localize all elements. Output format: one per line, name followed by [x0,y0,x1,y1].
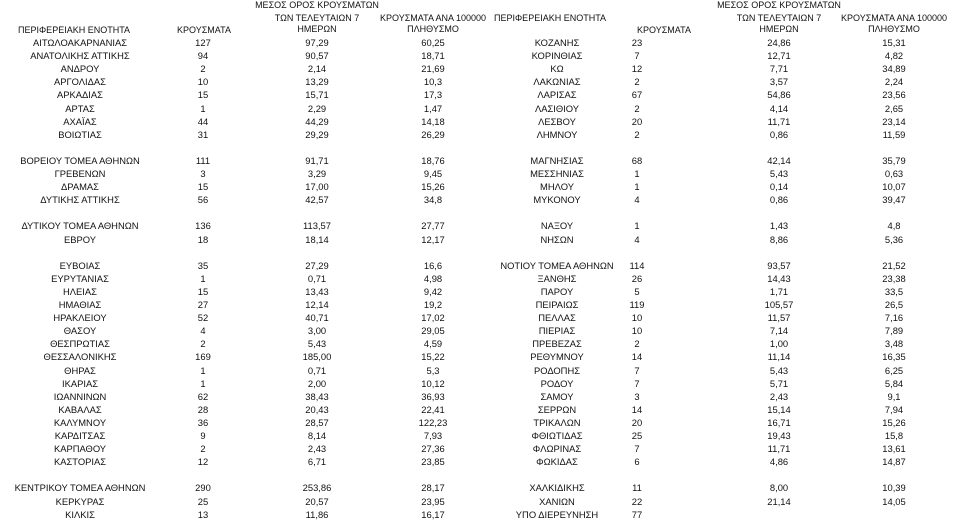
right-per-100k-value: 15,26 [882,417,906,428]
left-region-name: ΚΑΡΠΑΘΟΥ [53,443,107,454]
left-per-100k-value: 23,95 [421,496,445,507]
header-avg-line2: ΤΩΝ ΤΕΛΕΥΤΑΙΩΝ 7 [736,13,822,23]
right-avg-value: 14,43 [767,273,791,284]
left-region-name: ΑΝΔΡΟΥ [60,63,100,74]
right-region-name: ΠΑΡΟΥ [540,286,574,297]
right-region-name: ΡΟΔΟΠΗΣ [533,365,581,376]
right-per-100k-value: 15,31 [882,37,906,48]
left-avg-value: 2,43 [307,443,327,454]
right-avg-value: 19,43 [767,430,791,441]
left-per-100k-value: 26,29 [421,129,445,140]
left-avg-value: 90,57 [305,50,329,61]
left-region-name: ΕΥΡΥΤΑΝΙΑΣ [51,273,109,284]
left-per-100k-value: 19,2 [423,299,443,310]
left-avg-value: 42,57 [305,194,329,205]
right-avg-value: 15,14 [767,404,791,415]
right-region-name: ΚΩ [550,63,564,74]
left-cases-value: 1 [200,365,206,376]
left-region-name: ΘΗΡΑΣ [64,365,96,376]
right-avg-value: 5,43 [769,365,789,376]
right-per-100k-value: 26,5 [884,299,904,310]
right-region-name: ΚΟΡΙΝΘΙΑΣ [531,50,583,61]
right-avg-value: 7,14 [769,325,789,336]
right-cases-value: 119 [629,299,645,310]
right-cases-value: 114 [629,260,645,271]
left-per-100k-value: 122,23 [418,417,448,428]
right-per-100k-value: 5,84 [884,378,904,389]
right-avg-value: 105,57 [764,299,794,310]
header-avg-line3: ΗΜΕΡΩΝ [297,24,337,34]
right-per-100k-value: 3,48 [884,338,904,349]
right-avg-value: 0,86 [769,194,789,205]
right-per-100k-value: 4,8 [887,220,901,231]
left-avg-value: 97,29 [305,37,329,48]
left-region-name: ΙΚΑΡΙΑΣ [61,378,99,389]
right-avg-value: 7,71 [769,63,789,74]
left-region-name: ΚΑΛΥΜΝΟΥ [53,417,107,428]
right-cases-value: 10 [631,325,643,336]
right-per-100k-value: 33,5 [884,286,904,297]
left-avg-value: 27,29 [305,260,329,271]
right-cases-value: 10 [631,312,643,323]
left-cases-value: 1 [200,103,206,114]
right-region-name: ΦΘΙΩΤΙΔΑΣ [531,430,583,441]
left-per-100k-value: 22,41 [421,404,445,415]
right-cases-value: 2 [634,338,640,349]
right-region-name: ΠΡΕΒΕΖΑΣ [532,338,582,349]
right-per-100k-value: 14,05 [882,496,906,507]
right-avg-value: 54,86 [767,89,791,100]
left-per-100k-value: 23,85 [421,456,445,467]
right-avg-value: 11,71 [767,443,791,454]
left-region-name: ΗΜΑΘΙΑΣ [58,299,102,310]
right-cases-value: 26 [631,273,643,284]
left-cases-value: 10 [197,76,209,87]
right-region-name: ΜΑΓΝΗΣΙΑΣ [530,155,584,166]
right-per-100k-value: 2,24 [884,76,904,87]
left-per-100k-value: 15,26 [421,181,445,192]
left-cases-value: 1 [200,378,206,389]
right-per-100k-value: 4,82 [884,50,904,61]
right-cases-value: 1 [634,168,640,179]
left-avg-value: 38,43 [305,391,329,402]
left-region-name: ΒΟΡΕΙΟΥ ΤΟΜΕΑ ΑΘΗΝΩΝ [20,155,140,166]
right-per-100k-value: 10,39 [882,482,906,493]
right-avg-value: 1,00 [769,338,789,349]
left-cases-value: 56 [197,194,209,205]
left-per-100k-value: 4,59 [423,338,443,349]
left-per-100k-value: 10,12 [421,378,445,389]
right-region-name: ΞΑΝΘΗΣ [537,273,577,284]
left-cases-value: 169 [195,351,211,362]
right-cases-value: 4 [634,234,640,245]
right-avg-value: 42,14 [767,155,791,166]
right-region-name: ΚΟΖΑΝΗΣ [534,37,580,48]
right-cases-value: 6 [634,456,640,467]
left-cases-value: 28 [197,404,209,415]
left-per-100k-value: 12,17 [421,234,445,245]
right-per-100k-value: 11,59 [882,129,906,140]
left-per-100k-value: 15,22 [421,351,445,362]
left-region-name: ΚΙΛΚΙΣ [65,509,95,520]
left-per-100k-value: 36,93 [421,391,445,402]
right-cases-value: 4 [634,194,640,205]
right-region-name: ΠΕΙΡΑΙΩΣ [535,299,579,310]
left-region-name: ΗΡΑΚΛΕΙΟΥ [53,312,107,323]
right-cases-value: 1 [634,181,640,192]
left-region-name: ΔΥΤΙΚΟΥ ΤΟΜΕΑ ΑΘΗΝΩΝ [21,220,139,231]
right-avg-value: 3,57 [769,76,789,87]
left-per-100k-value: 16,6 [423,260,443,271]
right-avg-value: 8,00 [769,482,789,493]
left-per-100k-value: 27,36 [421,443,445,454]
right-cases-value: 68 [631,155,643,166]
header-cases-right: ΚΡΟΥΣΜΑΤΑ [637,25,691,35]
right-per-100k-value: 9,1 [887,391,901,402]
left-cases-value: 1 [200,273,206,284]
right-region-name: ΧΑΛΚΙΔΙΚΗΣ [529,482,585,493]
right-region-name: ΥΠΟ ΔΙΕΡΕΥΝΗΣΗ [515,509,599,520]
left-avg-value: 20,57 [305,496,329,507]
left-per-100k-value: 21,69 [421,63,445,74]
right-per-100k-value: 23,14 [882,116,906,127]
right-per-100k-value: 14,87 [882,456,906,467]
right-region-name: ΤΡΙΚΑΛΩΝ [533,417,581,428]
left-cases-value: 12 [197,456,209,467]
right-region-name: ΝΑΞΟΥ [540,220,574,231]
left-cases-value: 15 [197,181,209,192]
right-region-name: ΣΕΡΡΩΝ [537,404,577,415]
header-per-line2: ΠΛΗΘΥΣΜΟ [407,24,459,34]
left-cases-value: 127 [195,37,211,48]
left-cases-value: 15 [197,89,209,100]
right-region-name: ΛΗΜΝΟΥ [536,129,578,140]
right-avg-value: 4,14 [769,103,789,114]
left-per-100k-value: 17,3 [423,89,443,100]
left-avg-value: 3,00 [307,325,327,336]
left-per-100k-value: 18,76 [421,155,445,166]
header-region-left: ΠΕΡΙΦΕΡΕΙΑΚΗ ΕΝΟΤΗΤΑ [18,25,131,35]
left-avg-value: 253,86 [302,482,332,493]
left-region-name: ΚΕΡΚΥΡΑΣ [55,496,105,507]
left-avg-value: 13,43 [305,286,329,297]
left-avg-value: 15,71 [305,89,329,100]
left-avg-value: 8,14 [307,430,327,441]
right-per-100k-value: 23,38 [882,273,906,284]
left-region-name: ΕΥΒΟΙΑΣ [59,260,101,271]
header-avg-line3: ΗΜΕΡΩΝ [759,24,799,34]
right-avg-value: 2,43 [769,391,789,402]
right-per-100k-value: 6,25 [884,365,904,376]
right-avg-value: 11,57 [767,312,791,323]
right-cases-value: 2 [634,76,640,87]
left-avg-value: 13,29 [305,76,329,87]
right-region-name: ΧΑΝΙΩΝ [539,496,575,507]
left-region-name: ΗΛΕΙΑΣ [63,286,97,297]
right-cases-value: 20 [631,116,643,127]
left-region-name: ΚΕΝΤΡΙΚΟΥ ΤΟΜΕΑ ΑΘΗΝΩΝ [14,482,146,493]
right-cases-value: 14 [631,351,643,362]
right-per-100k-value: 10,07 [882,181,906,192]
left-per-100k-value: 9,45 [423,168,443,179]
right-cases-value: 5 [634,286,640,297]
right-avg-value: 11,14 [767,351,791,362]
left-per-100k-value: 10,3 [423,76,443,87]
left-avg-value: 2,14 [307,63,327,74]
left-per-100k-value: 28,17 [421,482,445,493]
left-cases-value: 2 [200,338,206,349]
left-avg-value: 0,71 [307,365,327,376]
right-per-100k-value: 7,89 [884,325,904,336]
left-region-name: ΔΡΑΜΑΣ [61,181,99,192]
right-avg-value: 24,86 [767,37,791,48]
left-region-name: ΔΥΤΙΚΗΣ ΑΤΤΙΚΗΣ [40,194,120,205]
right-avg-value: 16,71 [767,417,791,428]
right-region-name: ΛΑΣΙΘΙΟΥ [534,103,580,114]
left-cases-value: 25 [197,496,209,507]
left-cases-value: 111 [195,155,211,166]
right-cases-value: 20 [631,417,643,428]
right-region-name: ΡΕΘΥΜΝΟΥ [530,351,584,362]
header-region-right: ΠΕΡΙΦΕΡΕΙΑΚΗ ΕΝΟΤΗΤΑ [494,13,607,23]
right-avg-value: 5,43 [769,168,789,179]
right-region-name: ΛΑΚΩΝΙΑΣ [533,76,581,87]
right-per-100k-value: 13,61 [882,443,906,454]
right-per-100k-value: 34,89 [882,63,906,74]
left-cases-value: 15 [197,286,209,297]
left-region-name: ΚΑΡΔΙΤΣΑΣ [54,430,106,441]
left-avg-value: 11,86 [305,509,329,520]
right-cases-value: 12 [631,63,643,74]
left-per-100k-value: 9,42 [423,286,443,297]
right-region-name: ΛΕΣΒΟΥ [538,116,576,127]
right-cases-value: 22 [631,496,643,507]
left-region-name: ΒΟΙΩΤΙΑΣ [58,129,102,140]
right-cases-value: 67 [631,89,643,100]
right-region-name: ΝΗΣΩΝ [540,234,574,245]
header-per-line1: ΚΡΟΥΣΜΑΤΑ ΑΝΑ 100000 [841,13,947,23]
right-per-100k-value: 7,94 [884,404,904,415]
left-per-100k-value: 29,05 [421,325,445,336]
right-cases-value: 7 [634,50,640,61]
right-avg-value: 93,57 [767,260,791,271]
right-cases-value: 3 [634,391,640,402]
right-region-name: ΜΗΛΟΥ [540,181,574,192]
right-avg-value: 11,71 [767,116,791,127]
header-per-line2: ΠΛΗΘΥΣΜΟ [868,24,920,34]
right-avg-value: 1,43 [769,220,789,231]
left-region-name: ΚΑΒΑΛΑΣ [58,404,102,415]
left-cases-value: 290 [195,482,211,493]
left-avg-value: 113,57 [303,220,331,231]
right-region-name: ΜΥΚΟΝΟΥ [533,194,581,205]
left-avg-value: 28,57 [305,417,329,428]
right-avg-value: 21,14 [767,496,791,507]
left-region-name: ΑΡΚΑΔΙΑΣ [57,89,103,100]
left-avg-value: 2,29 [307,103,327,114]
left-cases-value: 36 [197,417,209,428]
right-cases-value: 11 [632,482,642,493]
right-region-name: ΦΛΩΡΙΝΑΣ [532,443,582,454]
left-avg-value: 2,00 [307,378,327,389]
left-per-100k-value: 60,25 [421,37,445,48]
right-per-100k-value: 16,35 [882,351,906,362]
right-per-100k-value: 7,16 [884,312,904,323]
right-cases-value: 7 [634,443,640,454]
left-cases-value: 3 [200,168,206,179]
left-region-name: ΑΡΓΟΛΙΔΑΣ [54,76,106,87]
right-avg-value: 5,71 [769,378,789,389]
left-avg-value: 40,71 [305,312,329,323]
left-avg-value: 12,14 [305,299,329,310]
left-region-name: ΙΩΑΝΝΙΝΩΝ [53,391,107,402]
left-cases-value: 52 [197,312,209,323]
right-region-name: ΦΩΚΙΔΑΣ [536,456,578,467]
left-cases-value: 2 [200,63,206,74]
left-cases-value: 62 [197,391,209,402]
right-avg-value: 0,86 [769,129,789,140]
right-avg-value: 8,86 [769,234,789,245]
header-cases-left: ΚΡΟΥΣΜΑΤΑ [177,25,231,35]
right-cases-value: 1 [634,220,640,231]
left-cases-value: 13 [197,509,209,520]
left-region-name: ΘΕΣΣΑΛΟΝΙΚΗΣ [43,351,117,362]
left-per-100k-value: 17,02 [421,312,445,323]
right-region-name: ΠΙΕΡΙΑΣ [538,325,576,336]
left-avg-value: 18,14 [305,234,329,245]
left-avg-value: 0,71 [307,273,327,284]
right-per-100k-value: 5,36 [884,234,904,245]
left-cases-value: 35 [197,260,209,271]
left-cases-value: 9 [200,430,206,441]
right-avg-value: 12,71 [767,50,791,61]
right-region-name: ΠΕΛΛΑΣ [538,312,576,323]
header-per-line1: ΚΡΟΥΣΜΑΤΑ ΑΝΑ 100000 [380,13,486,23]
right-per-100k-value: 15,8 [884,430,904,441]
right-cases-value: 2 [634,103,640,114]
right-cases-value: 14 [631,404,643,415]
left-per-100k-value: 7,93 [423,430,443,441]
left-avg-value: 20,43 [305,404,329,415]
right-per-100k-value: 39,47 [882,194,906,205]
right-per-100k-value: 21,52 [882,260,906,271]
left-per-100k-value: 27,77 [421,220,445,231]
left-cases-value: 94 [197,50,209,61]
right-region-name: ΝΟΤΙΟΥ ΤΟΜΕΑ ΑΘΗΝΩΝ [500,260,614,271]
left-avg-value: 185,00 [302,351,332,362]
right-cases-value: 25 [631,430,643,441]
right-region-name: ΜΕΣΣΗΝΙΑΣ [530,168,584,179]
left-per-100k-value: 34,8 [423,194,443,205]
left-region-name: ΑΝΑΤΟΛΙΚΗΣ ΑΤΤΙΚΗΣ [30,50,130,61]
header-avg-line2: ΤΩΝ ΤΕΛΕΥΤΑΙΩΝ 7 [274,13,360,23]
right-avg-value: 0,14 [769,181,789,192]
left-avg-value: 17,00 [305,181,329,192]
header-avg-line1: ΜΕΣΟΣ ΟΡΟΣ ΚΡΟΥΣΜΑΤΩΝ [255,0,379,10]
right-cases-value: 77 [631,509,643,520]
right-avg-value: 4,86 [769,456,789,467]
right-per-100k-value: 35,79 [882,155,906,166]
right-region-name: ΣΑΜΟΥ [540,391,574,402]
left-avg-value: 3,29 [307,168,327,179]
left-cases-value: 4 [200,325,206,336]
left-per-100k-value: 14,18 [421,116,445,127]
right-per-100k-value: 2,65 [884,103,904,114]
left-region-name: ΑΧΑΪΑΣ [63,116,97,127]
left-region-name: ΕΒΡΟΥ [63,234,97,245]
left-per-100k-value: 5,3 [426,365,440,376]
left-per-100k-value: 1,47 [423,103,443,114]
left-per-100k-value: 18,71 [421,50,445,61]
left-avg-value: 91,71 [305,155,329,166]
left-region-name: ΘΕΣΠΡΩΤΙΑΣ [50,338,110,349]
left-region-name: ΘΑΣΟΥ [63,325,97,336]
left-cases-value: 2 [200,443,206,454]
right-region-name: ΛΑΡΙΣΑΣ [537,89,577,100]
left-cases-value: 44 [197,116,209,127]
left-avg-value: 29,29 [305,129,329,140]
header-avg-line1: ΜΕΣΟΣ ΟΡΟΣ ΚΡΟΥΣΜΑΤΩΝ [717,0,841,10]
left-avg-value: 44,29 [305,116,329,127]
left-cases-value: 31 [197,129,209,140]
left-region-name: ΓΡΕΒΕΝΩΝ [54,168,106,179]
left-region-name: ΚΑΣΤΟΡΙΑΣ [53,456,107,467]
left-per-100k-value: 4,98 [423,273,443,284]
right-cases-value: 23 [631,37,643,48]
left-cases-value: 18 [197,234,209,245]
right-cases-value: 7 [634,365,640,376]
right-cases-value: 2 [634,129,640,140]
right-cases-value: 7 [634,378,640,389]
right-region-name: ΡΟΔΟΥ [540,378,574,389]
left-region-name: ΑΡΤΑΣ [65,103,95,114]
left-cases-value: 27 [197,299,209,310]
right-per-100k-value: 0,63 [884,168,904,179]
right-per-100k-value: 23,56 [882,89,906,100]
right-avg-value: 1,71 [769,286,789,297]
left-avg-value: 5,43 [307,338,327,349]
left-avg-value: 6,71 [307,456,327,467]
left-cases-value: 136 [195,220,211,231]
left-region-name: ΑΙΤΩΛΟΑΚΑΡΝΑΝΙΑΣ [32,37,128,48]
left-per-100k-value: 16,17 [421,509,445,520]
